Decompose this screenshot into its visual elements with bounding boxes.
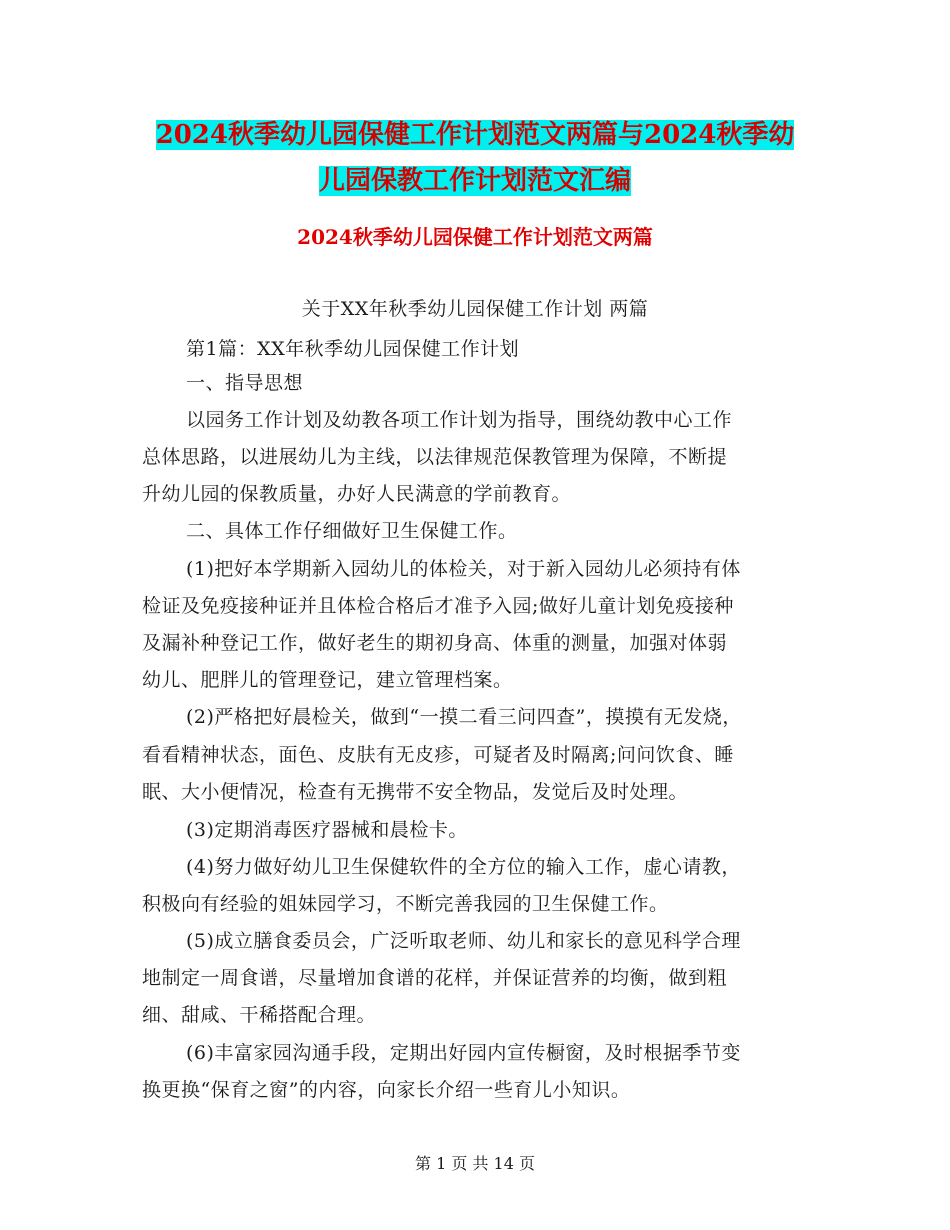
main-title-line-1: 2024秋季幼儿园保健工作计划范文两篇与2024秋季幼 — [155, 120, 795, 150]
body-line: 检证及免疫接种证并且体检合格后才准予入园;做好儿童计划免疫接种 — [142, 595, 734, 617]
body-line: 关于XX年秋季幼儿园保健工作计划 两篇 — [301, 298, 649, 320]
body-line: 积极向有经验的姐妹园学习，不断完善我园的卫生保健工作。 — [142, 893, 669, 915]
page-footer: 第 1 页 共 14 页 — [415, 1154, 535, 1173]
body-line: 以园务工作计划及幼教各项工作计划为指导，围绕幼教中心工作 — [186, 409, 733, 431]
body-line: 看看精神状态，面色、皮肤有无皮疹，可疑者及时隔离;问问饮食、睡 — [142, 744, 734, 766]
document-main-title — [100, 112, 850, 204]
body-line: (6)丰富家园沟通手段，定期出好园内宣传橱窗，及时根据季节变 — [186, 1042, 741, 1064]
body-line: 第1篇：XX年秋季幼儿园保健工作计划 — [186, 338, 520, 360]
body-line: 及漏补种登记工作，做好老生的期初身高、体重的测量，加强对体弱 — [142, 632, 728, 654]
section-title: 2024秋季幼儿园保健工作计划范文两篇 — [297, 225, 653, 249]
main-title-line-2: 儿园保教工作计划范文汇编 — [318, 166, 631, 196]
body-line: 一、指导思想 — [186, 372, 304, 394]
body-line: 眠、大小便情况，检查有无携带不安全物品，发觉后及时处理。 — [142, 781, 689, 803]
body-line: 幼儿、肥胖儿的管理登记，建立管理档案。 — [142, 669, 513, 691]
body-line: 地制定一周食谱，尽量增加食谱的花样，并保证营养的均衡，做到粗 — [142, 967, 728, 989]
body-line: 细、甜咸、干稀搭配合理。 — [142, 1004, 377, 1026]
body-line: (5)成立膳食委员会，广泛听取老师、幼儿和家长的意见科学合理 — [186, 930, 741, 952]
body-line: 二、具体工作仔细做好卫生保健工作。 — [186, 520, 518, 542]
body-line: (2)严格把好晨检关，做到“一摸二看三问四查”，摸摸有无发烧， — [186, 706, 742, 728]
body-line: (1)把好本学期新入园幼儿的体检关，对于新入园幼儿必须持有体 — [186, 558, 741, 580]
body-line: 总体思路，以进展幼儿为主线，以法律规范保教管理为保障，不断提 — [142, 446, 728, 468]
body-line: 升幼儿园的保教质量，办好人民满意的学前教育。 — [142, 483, 572, 505]
body-line: (4)努力做好幼儿卫生保健软件的全方位的输入工作，虚心请教， — [186, 856, 741, 878]
body-line: (3)定期消毒医疗器械和晨检卡。 — [186, 819, 468, 841]
body-line: 换更换“保育之窗”的内容，向家长介绍一些育儿小知识。 — [142, 1079, 631, 1101]
